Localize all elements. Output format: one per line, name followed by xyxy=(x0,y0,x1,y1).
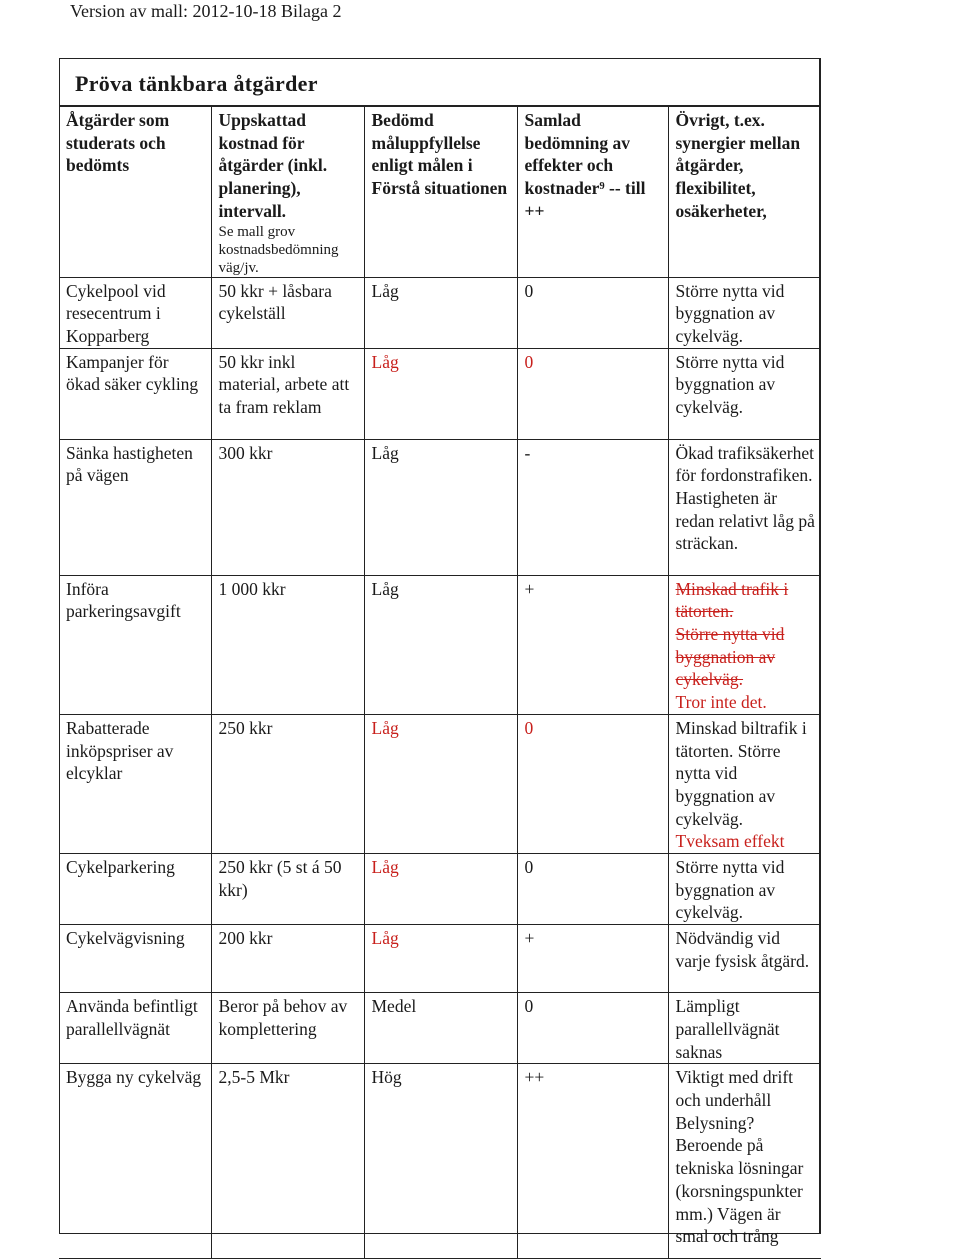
cell-measure: Införa parkeringsavgift xyxy=(59,575,211,714)
cell-goal: Låg xyxy=(364,348,517,439)
cell-measure: Cykelpool vid resecentrum i Kopparberg xyxy=(59,277,211,348)
table-row xyxy=(59,439,821,575)
cell-other xyxy=(668,714,821,853)
cell-measure: Cykelparkering xyxy=(59,854,211,925)
cell-assessment: - xyxy=(517,439,668,575)
cell-assessment: + xyxy=(517,925,668,993)
cell-other: Lämpligt parallellvägnät saknas xyxy=(668,993,821,1064)
cell-other: Nödvändig vid varje fysisk åtgärd. xyxy=(668,925,821,993)
cell-assessment: + xyxy=(517,575,668,714)
comment-note: Tveksam effekt xyxy=(675,831,785,852)
cell-measure: Cykelvägvisning xyxy=(59,925,211,993)
page-title: Pröva tänkbara åtgärder xyxy=(75,71,318,96)
header-other: Övrigt, t.ex. synergier mellan åtgärder, flexibilitet, osäkerheter, xyxy=(668,107,821,278)
cell-other: Större nytta vid byggnation av cykelväg. xyxy=(668,348,821,439)
cell-measure: Rabatterade inköpspriser av elcyklar xyxy=(59,714,211,853)
cell-other xyxy=(668,575,821,714)
header-assessment: Samlad bedömning av effekter och kostnader⁹ -- till ++ xyxy=(517,107,668,278)
table-row xyxy=(59,1064,821,1259)
cell-cost: 300 kkr xyxy=(211,439,364,575)
cell-assessment: 0 xyxy=(517,277,668,348)
cell-cost: 50 kkr inkl material, arbete att ta fram reklam xyxy=(211,348,364,439)
cell-assessment: 0 xyxy=(517,854,668,925)
table-row xyxy=(59,348,821,439)
title-row xyxy=(59,60,821,106)
comment-note: Tror inte det. xyxy=(675,692,767,713)
header-cost-note: Se mall grov kostnadsbedömning väg/jv. xyxy=(218,223,339,276)
cell-other: Större nytta vid byggnation av cykelväg. xyxy=(668,854,821,925)
cell-cost: 1 000 kkr xyxy=(211,575,364,714)
cell-cost: 250 kkr xyxy=(211,714,364,853)
cell-goal: Låg xyxy=(364,277,517,348)
cell-cost: 200 kkr xyxy=(211,925,364,993)
cell-assessment: 0 xyxy=(517,993,668,1064)
table-row xyxy=(59,277,821,348)
header-cost-main: Uppskattad kostnad för åtgärder (inkl. planering), intervall. xyxy=(218,110,328,221)
cell-goal: Låg xyxy=(364,854,517,925)
cell-goal: Låg xyxy=(364,714,517,853)
cell-other: Viktigt med drift och underhåll Belysning? Beroende på tekniska lösningar (korsningspunkter mm.) Vägen är smal och trång xyxy=(668,1064,821,1259)
cell-measure: Sänka hastigheten på vägen xyxy=(59,439,211,575)
table-row xyxy=(59,714,821,853)
cell-goal: Låg xyxy=(364,439,517,575)
cell-cost: 250 kkr (5 st á 50 kkr) xyxy=(211,854,364,925)
cell-assessment: 0 xyxy=(517,714,668,853)
measures-table xyxy=(59,106,821,1259)
cell-goal: Hög xyxy=(364,1064,517,1259)
header-goal: Bedömd måluppfyllelse enligt målen i Förstå situationen xyxy=(364,107,517,278)
cell-measure: Bygga ny cykelväg xyxy=(59,1064,211,1259)
cell-measure: Använda befintligt parallellvägnät xyxy=(59,993,211,1064)
version-line: Version av mall: 2012-10-18 Bilaga 2 xyxy=(70,1,342,21)
cell-other: Ökad trafiksäkerhet för fordonstrafiken. Hastigheten är redan relativt låg på sträckan. xyxy=(668,439,821,575)
cell-cost: Beror på behov av komplettering xyxy=(211,993,364,1064)
cell-cost: 2,5-5 Mkr xyxy=(211,1064,364,1259)
struck-text: Minskad trafik i tätorten. xyxy=(675,578,789,622)
table-row xyxy=(59,575,821,714)
cell-assessment: ++ xyxy=(517,1064,668,1259)
header-cost xyxy=(211,107,364,278)
cell-goal: Medel xyxy=(364,993,517,1064)
cell-measure: Kampanjer för ökad säker cykling xyxy=(59,348,211,439)
cell-goal: Låg xyxy=(364,925,517,993)
table-row xyxy=(59,993,821,1064)
table-row xyxy=(59,925,821,993)
header-measure: Åtgärder som studerats och bedömts xyxy=(59,107,211,278)
cell-other: Större nytta vid byggnation av cykelväg. xyxy=(668,277,821,348)
table-row xyxy=(59,854,821,925)
struck-text: Större nytta vid byggnation av cykelväg. xyxy=(675,624,785,690)
cell-goal: Låg xyxy=(364,575,517,714)
header-row xyxy=(59,107,821,278)
cell-cost: 50 kkr + låsbara cykelställ xyxy=(211,277,364,348)
cell-assessment: 0 xyxy=(517,348,668,439)
other-text: Minskad biltrafik i tätorten. Större nytta vid byggnation av cykelväg. xyxy=(675,717,807,829)
